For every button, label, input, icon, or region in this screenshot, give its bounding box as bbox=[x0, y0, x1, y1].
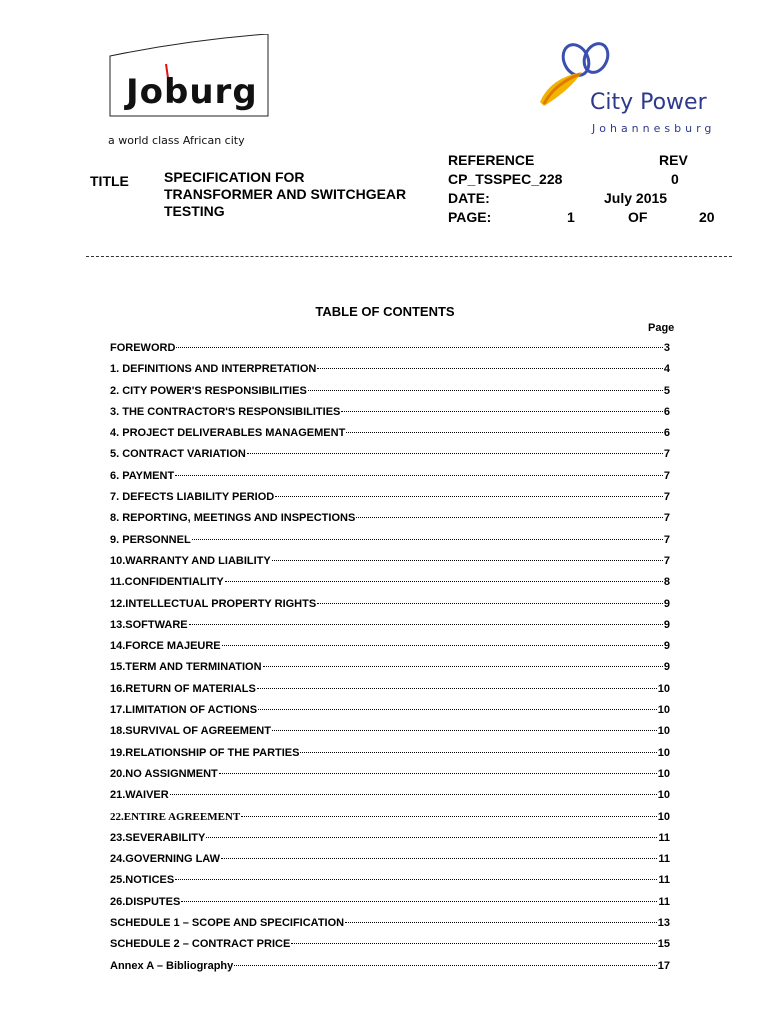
toc-dot-leader bbox=[272, 560, 663, 561]
toc-entry[interactable] bbox=[110, 619, 680, 640]
toc-entry-label: 18.SURVIVAL OF AGREEMENT bbox=[110, 725, 271, 738]
toc-dot-leader bbox=[263, 666, 663, 667]
toc-entry[interactable] bbox=[110, 576, 680, 597]
city-power-city: Johannesburg bbox=[592, 122, 716, 135]
toc-entry-page: 6 bbox=[663, 427, 670, 440]
toc-entry[interactable] bbox=[110, 874, 680, 895]
reference-value: CP_TSSPEC_228 bbox=[448, 171, 563, 187]
toc-entry[interactable] bbox=[110, 747, 680, 768]
toc-entry-page: 7 bbox=[663, 554, 670, 567]
reference-label: REFERENCE bbox=[448, 152, 535, 168]
document-title-line-1: SPECIFICATION FOR bbox=[164, 169, 305, 185]
toc-entry-page: 11 bbox=[658, 853, 670, 866]
toc-dot-leader bbox=[247, 453, 663, 454]
toc-entry[interactable] bbox=[110, 512, 680, 533]
document-title-line-3: TESTING bbox=[164, 203, 225, 219]
toc-entry-page: 7 bbox=[663, 469, 670, 482]
toc-entry-page: 6 bbox=[663, 405, 670, 418]
toc-entry[interactable] bbox=[110, 789, 680, 810]
toc-entry-label: 1. DEFINITIONS AND INTERPRETATION bbox=[110, 363, 317, 376]
toc-dot-leader bbox=[258, 709, 657, 710]
title-label: TITLE bbox=[90, 173, 129, 189]
document-title-line-2: TRANSFORMER AND SWITCHGEAR bbox=[164, 186, 407, 202]
toc-entry-label: 26.DISPUTES bbox=[110, 895, 181, 908]
toc-dot-leader bbox=[221, 858, 657, 859]
toc-entry[interactable] bbox=[110, 363, 680, 384]
toc-entry-label: 24.GOVERNING LAW bbox=[110, 853, 221, 866]
toc-entry[interactable] bbox=[110, 448, 680, 469]
date-label: DATE: bbox=[448, 190, 490, 206]
toc-entry-label: 8. REPORTING, MEETINGS AND INSPECTIONS bbox=[110, 512, 356, 525]
toc-entry[interactable] bbox=[110, 342, 680, 363]
date-value: July 2015 bbox=[604, 190, 668, 206]
toc-entry-page: 7 bbox=[663, 448, 670, 461]
toc-entry-page: 9 bbox=[663, 597, 670, 610]
toc-entry[interactable] bbox=[110, 725, 680, 746]
toc-entry-label: 23.SEVERABILITY bbox=[110, 831, 206, 844]
toc-entry-page: 7 bbox=[663, 533, 670, 546]
toc-entry-page: 3 bbox=[663, 342, 670, 354]
toc-entry[interactable] bbox=[110, 491, 680, 512]
toc-dot-leader bbox=[206, 837, 657, 838]
toc-entry-label: 13.SOFTWARE bbox=[110, 618, 188, 631]
toc-dot-leader bbox=[175, 879, 657, 880]
toc-entry-page: 10 bbox=[657, 767, 670, 780]
toc-entry-page: 10 bbox=[657, 789, 670, 802]
toc-entry[interactable] bbox=[110, 853, 680, 874]
rev-label: REV bbox=[659, 152, 688, 168]
toc-entry[interactable] bbox=[110, 896, 680, 917]
toc-entry-page: 10 bbox=[657, 704, 670, 717]
toc-entry-label: 17.LIMITATION OF ACTIONS bbox=[110, 704, 258, 717]
toc-dot-leader bbox=[170, 794, 657, 795]
toc-entry-page: 11 bbox=[658, 831, 670, 844]
toc-entry-label: 25.NOTICES bbox=[110, 874, 175, 887]
toc-dot-leader bbox=[176, 347, 662, 348]
toc-entry-label: SCHEDULE 2 – CONTRACT PRICE bbox=[110, 938, 291, 951]
toc-entry-label: 22.ENTIRE AGREEMENT bbox=[110, 810, 241, 823]
toc-entry-label: FOREWORD bbox=[110, 342, 176, 354]
toc-entry[interactable] bbox=[110, 832, 680, 853]
toc-heading: TABLE OF CONTENTS bbox=[315, 304, 455, 319]
toc-entry-label: 2. CITY POWER'S RESPONSIBILITIES bbox=[110, 384, 307, 397]
toc-entry-label: 5. CONTRACT VARIATION bbox=[110, 448, 246, 461]
toc-dot-leader bbox=[192, 539, 663, 540]
toc-entry-label: 7. DEFECTS LIABILITY PERIOD bbox=[110, 491, 275, 504]
toc-entry-label: 9. PERSONNEL bbox=[110, 533, 191, 546]
header-divider bbox=[86, 256, 732, 257]
toc-entry-label: 15.TERM AND TERMINATION bbox=[110, 661, 262, 674]
toc-entry-page: 11 bbox=[658, 895, 670, 908]
toc-entry[interactable] bbox=[110, 811, 680, 832]
joburg-wordmark: Joburg bbox=[126, 72, 258, 112]
toc-entry-label: SCHEDULE 1 – SCOPE AND SPECIFICATION bbox=[110, 917, 345, 930]
toc-entry-page: 10 bbox=[657, 682, 670, 695]
toc-dot-leader bbox=[317, 368, 663, 369]
toc-entry[interactable] bbox=[110, 555, 680, 576]
toc-entry[interactable] bbox=[110, 534, 680, 555]
toc-entry[interactable] bbox=[110, 427, 680, 448]
toc-entry-page: 9 bbox=[663, 661, 670, 674]
toc-dot-leader bbox=[241, 816, 657, 817]
toc-entry-label: 20.NO ASSIGNMENT bbox=[110, 767, 218, 780]
toc-entry[interactable] bbox=[110, 917, 680, 938]
toc-dot-leader bbox=[181, 901, 657, 902]
toc-entry-label: 4. PROJECT DELIVERABLES MANAGEMENT bbox=[110, 427, 346, 440]
rev-value: 0 bbox=[671, 171, 679, 187]
toc-entry-label: 16.RETURN OF MATERIALS bbox=[110, 682, 256, 695]
toc-entry-page: 10 bbox=[657, 746, 670, 759]
toc-dot-leader bbox=[317, 603, 663, 604]
toc-dot-leader bbox=[345, 922, 657, 923]
city-power-name: City Power bbox=[590, 90, 707, 115]
toc-dot-leader bbox=[300, 752, 656, 753]
toc-entry[interactable] bbox=[110, 640, 680, 661]
toc-entry-page: 7 bbox=[663, 512, 670, 525]
page-total: 20 bbox=[699, 209, 715, 225]
toc-entry-page: 8 bbox=[663, 576, 670, 589]
toc-entry-page: 10 bbox=[657, 725, 670, 738]
toc-entry-page: 10 bbox=[657, 810, 670, 823]
toc-entry[interactable] bbox=[110, 598, 680, 619]
toc-entry[interactable] bbox=[110, 960, 680, 981]
toc-entry[interactable] bbox=[110, 470, 680, 491]
toc-dot-leader bbox=[234, 965, 656, 966]
toc-dot-leader bbox=[257, 688, 657, 689]
toc-entry[interactable] bbox=[110, 938, 680, 959]
toc-dot-leader bbox=[219, 773, 657, 774]
toc-entry[interactable] bbox=[110, 406, 680, 427]
toc-dot-leader bbox=[272, 730, 657, 731]
toc-entry-page: 15 bbox=[657, 938, 670, 951]
toc-entry-label: 10.WARRANTY AND LIABILITY bbox=[110, 554, 271, 567]
toc-entry-label: 6. PAYMENT bbox=[110, 469, 175, 482]
toc-entry-page: 9 bbox=[663, 618, 670, 631]
toc-entry-label: 19.RELATIONSHIP OF THE PARTIES bbox=[110, 746, 300, 759]
toc-entry-page: 4 bbox=[663, 363, 670, 376]
toc-page-column-label: Page bbox=[648, 322, 675, 334]
toc-entry-page: 9 bbox=[663, 640, 670, 653]
of-label: OF bbox=[628, 209, 648, 225]
toc-entry[interactable] bbox=[110, 385, 680, 406]
toc-entry-page: 11 bbox=[658, 874, 670, 887]
toc-dot-leader bbox=[356, 517, 663, 518]
toc-dot-leader bbox=[291, 943, 656, 944]
toc-entry-page: 5 bbox=[663, 384, 670, 397]
toc-entry[interactable] bbox=[110, 661, 680, 682]
joburg-logo bbox=[108, 34, 270, 147]
toc-list bbox=[110, 342, 680, 981]
joburg-tagline: a world class African city bbox=[108, 134, 245, 147]
page-number: 1 bbox=[567, 209, 575, 225]
toc-dot-leader bbox=[175, 475, 663, 476]
toc-entry-label: Annex A – Bibliography bbox=[110, 959, 234, 972]
toc-dot-leader bbox=[275, 496, 663, 497]
toc-entry-label: 12.INTELLECTUAL PROPERTY RIGHTS bbox=[110, 597, 317, 610]
page-label: PAGE: bbox=[448, 209, 492, 225]
toc-entry-page: 13 bbox=[657, 917, 670, 930]
toc-dot-leader bbox=[341, 411, 662, 412]
toc-entry-page: 17 bbox=[657, 959, 670, 972]
toc-entry-page: 7 bbox=[663, 491, 670, 504]
toc-entry[interactable] bbox=[110, 768, 680, 789]
toc-dot-leader bbox=[222, 645, 663, 646]
city-power-logo bbox=[530, 38, 730, 138]
toc-entry-label: 21.WAIVER bbox=[110, 789, 169, 802]
toc-dot-leader bbox=[346, 432, 663, 433]
toc-dot-leader bbox=[225, 581, 663, 582]
toc-entry-label: 14.FORCE MAJEURE bbox=[110, 640, 221, 653]
toc-entry[interactable] bbox=[110, 704, 680, 725]
toc-entry-label: 11.CONFIDENTIALITY bbox=[110, 576, 224, 589]
toc-dot-leader bbox=[189, 624, 663, 625]
toc-entry-label: 3. THE CONTRACTOR'S RESPONSIBILITIES bbox=[110, 405, 341, 418]
toc-dot-leader bbox=[308, 390, 663, 391]
toc-entry[interactable] bbox=[110, 683, 680, 704]
